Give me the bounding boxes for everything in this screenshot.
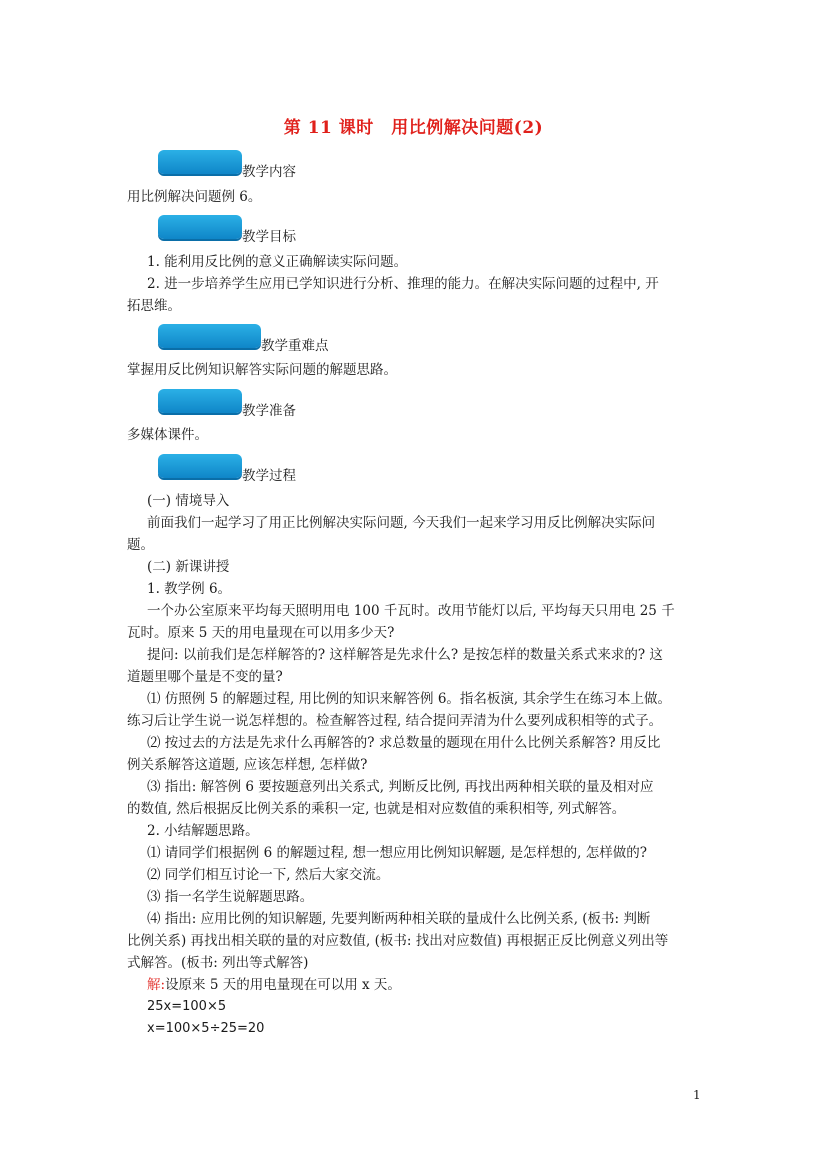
paragraph: (一) 情境导入 <box>147 493 230 509</box>
equation-2: x=100×5÷25=20 <box>147 1021 265 1036</box>
paragraph: 练习后让学生说一说怎样想的。检查解答过程, 结合提问弄清为什么要列成积相等的式子。 <box>127 713 663 729</box>
section-label: 教学目标 <box>242 229 296 245</box>
content-text: 用比例解决问题例 6。 <box>127 189 262 205</box>
section-tag <box>158 324 261 348</box>
page-title: 第 11 课时 用比例解决问题(2) <box>283 118 544 138</box>
paragraph: 题。 <box>127 537 154 553</box>
paragraph: 提问: 以前我们是怎样解答的? 这样解答是先求什么? 是按怎样的数量关系式来求的? 这 <box>147 647 663 663</box>
section-tag <box>158 389 242 413</box>
paragraph: 道题里哪个量是不变的量? <box>127 669 283 685</box>
solution-text: 设原来 5 天的用电量现在可以用 x 天。 <box>165 977 401 993</box>
paragraph: 例关系解答这道题, 应该怎样想, 怎样做? <box>127 757 368 773</box>
paragraph: ⑵ 按过去的方法是先求什么再解答的? 求总数量的题现在用什么比例关系解答? 用反比 <box>147 735 661 751</box>
prep-text: 多媒体课件。 <box>127 427 208 443</box>
section-tag <box>158 454 242 478</box>
section-tag <box>158 150 242 174</box>
page-number: 1 <box>693 1088 701 1102</box>
keypoints-text: 掌握用反比例知识解答实际问题的解题思路。 <box>127 362 397 378</box>
solution-line <box>147 974 725 996</box>
goal-1: 1. 能利用反比例的意义正确解读实际问题。 <box>147 254 408 270</box>
paragraph: 1. 教学例 6。 <box>147 581 232 597</box>
paragraph: 的数值, 然后根据反比例关系的乘积一定, 也就是相对应数值的乘积相等, 列式解答。 <box>127 801 626 817</box>
paragraph: ⑵ 同学们相互讨论一下, 然后大家交流。 <box>147 867 390 883</box>
paragraph: 2. 小结解题思路。 <box>147 823 259 839</box>
equation-1: 25x=100×5 <box>147 999 227 1014</box>
paragraph: 一个办公室原来平均每天照明用电 100 千瓦时。改用节能灯以后, 平均每天只用电 25 千 <box>147 603 675 619</box>
paragraph: ⑶ 指一名学生说解题思路。 <box>147 889 314 905</box>
section-tag <box>158 215 242 239</box>
goal-2-line2: 拓思维。 <box>127 298 181 314</box>
paragraph: 瓦时。原来 5 天的用电量现在可以用多少天? <box>127 625 395 641</box>
paragraph: ⑶ 指出: 解答例 6 要按题意列出关系式, 判断反比例, 再找出两种相关联的量及相对应 <box>147 779 654 795</box>
paragraph: ⑴ 仿照例 5 的解题过程, 用比例的知识来解答例 6。指名板演, 其余学生在练习本上做。 <box>147 691 672 707</box>
section-label: 教学内容 <box>242 164 296 180</box>
paragraph: 前面我们一起学习了用正比例解决实际问题, 今天我们一起来学习用反比例解决实际问 <box>147 515 656 531</box>
paragraph: ⑴ 请同学们根据例 6 的解题过程, 想一想应用比例知识解题, 是怎样想的, 怎样做的? <box>147 845 647 861</box>
section-label: 教学重难点 <box>261 338 329 354</box>
paragraph: 比例关系) 再找出相关联的量的对应数值, (板书: 找出对应数值) 再根据正反比例意义列出等 <box>127 933 669 949</box>
paragraph: 式解答。(板书: 列出等式解答) <box>127 955 309 971</box>
section-label: 教学准备 <box>242 403 296 419</box>
goal-2-line1: 2. 进一步培养学生应用已学知识进行分析、推理的能力。在解决实际问题的过程中, 开 <box>147 276 659 292</box>
paragraph: (二) 新课讲授 <box>147 559 230 575</box>
section-label: 教学过程 <box>242 468 296 484</box>
paragraph: ⑷ 指出: 应用比例的知识解题, 先要判断两种相关联的量成什么比例关系, (板书: 判断 <box>147 911 651 927</box>
solution-label: 解: <box>147 977 166 993</box>
